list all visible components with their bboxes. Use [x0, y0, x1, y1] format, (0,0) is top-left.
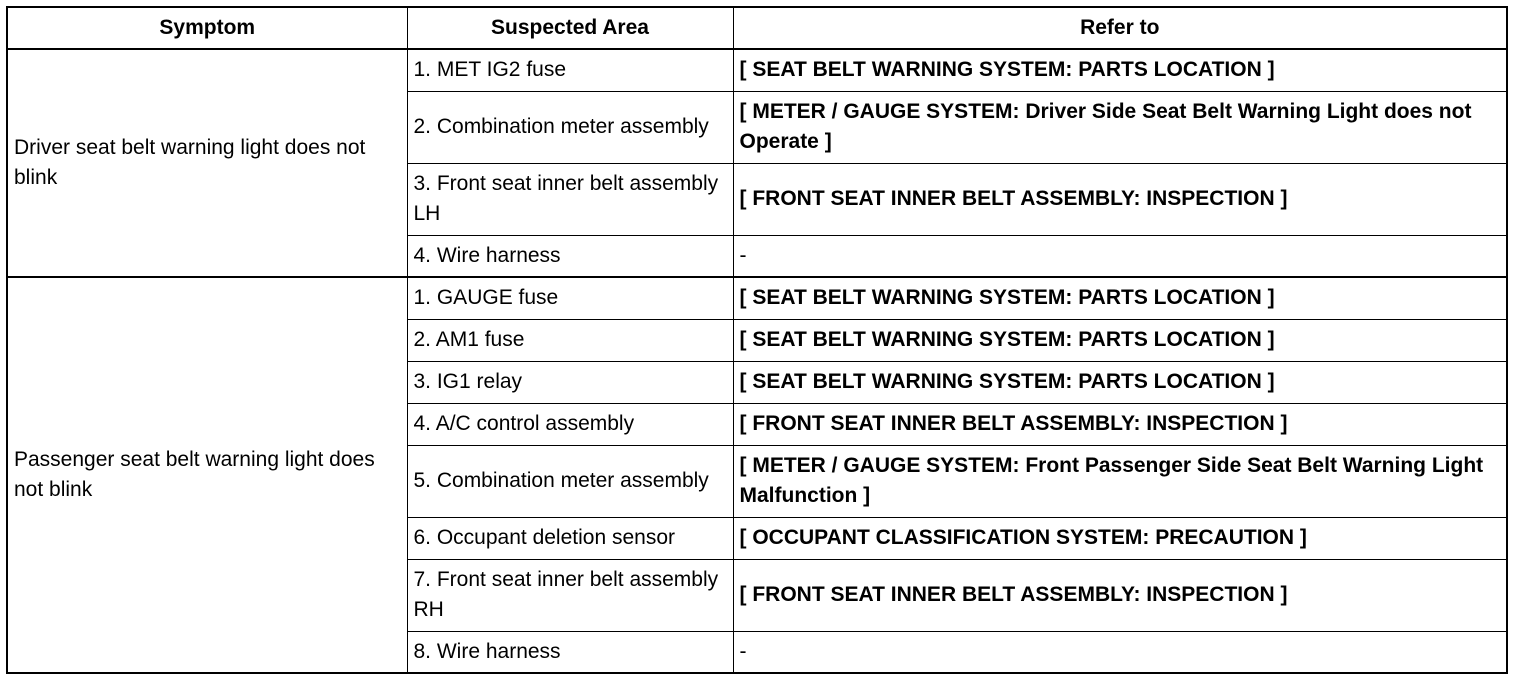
problem-symptoms-table: [6, 6, 1508, 674]
table-row: [7, 49, 1507, 91]
suspected-area-cell: 2. Combination meter assembly: [407, 91, 733, 163]
refer-to-link[interactable]: [ SEAT BELT WARNING SYSTEM: PARTS LOCATION ]: [733, 49, 1507, 91]
header-suspected-area: Suspected Area: [407, 7, 733, 49]
refer-to-cell: -: [733, 235, 1507, 277]
header-symptom: Symptom: [7, 7, 407, 49]
header-refer-to: Refer to: [733, 7, 1507, 49]
suspected-area-cell: 3. IG1 relay: [407, 361, 733, 403]
suspected-area-cell: 1. GAUGE fuse: [407, 277, 733, 319]
symptom-group-passenger: [7, 277, 1507, 673]
refer-to-link[interactable]: [ OCCUPANT CLASSIFICATION SYSTEM: PRECAUTION ]: [733, 517, 1507, 559]
refer-to-link[interactable]: [ SEAT BELT WARNING SYSTEM: PARTS LOCATION ]: [733, 277, 1507, 319]
refer-to-link[interactable]: [ SEAT BELT WARNING SYSTEM: PARTS LOCATION ]: [733, 361, 1507, 403]
refer-to-link[interactable]: [ FRONT SEAT INNER BELT ASSEMBLY: INSPECTION ]: [733, 559, 1507, 631]
suspected-area-cell: 8. Wire harness: [407, 631, 733, 673]
suspected-area-cell: 1. MET IG2 fuse: [407, 49, 733, 91]
suspected-area-cell: 5. Combination meter assembly: [407, 445, 733, 517]
table-row: [7, 277, 1507, 319]
refer-to-link[interactable]: [ METER / GAUGE SYSTEM: Driver Side Seat Belt Warning Light does not Operate ]: [733, 91, 1507, 163]
suspected-area-cell: 2. AM1 fuse: [407, 319, 733, 361]
refer-to-link[interactable]: [ METER / GAUGE SYSTEM: Front Passenger Side Seat Belt Warning Light Malfunction ]: [733, 445, 1507, 517]
refer-to-cell: -: [733, 631, 1507, 673]
suspected-area-cell: 6. Occupant deletion sensor: [407, 517, 733, 559]
symptom-cell: Driver seat belt warning light does not blink: [7, 49, 407, 277]
suspected-area-cell: 7. Front seat inner belt assembly RH: [407, 559, 733, 631]
header-row: [7, 7, 1507, 49]
suspected-area-cell: 4. Wire harness: [407, 235, 733, 277]
refer-to-link[interactable]: [ FRONT SEAT INNER BELT ASSEMBLY: INSPECTION ]: [733, 403, 1507, 445]
suspected-area-cell: 3. Front seat inner belt assembly LH: [407, 163, 733, 235]
suspected-area-cell: 4. A/C control assembly: [407, 403, 733, 445]
refer-to-link[interactable]: [ FRONT SEAT INNER BELT ASSEMBLY: INSPECTION ]: [733, 163, 1507, 235]
symptom-cell: Passenger seat belt warning light does not blink: [7, 277, 407, 673]
symptom-group-driver: [7, 49, 1507, 277]
refer-to-link[interactable]: [ SEAT BELT WARNING SYSTEM: PARTS LOCATION ]: [733, 319, 1507, 361]
